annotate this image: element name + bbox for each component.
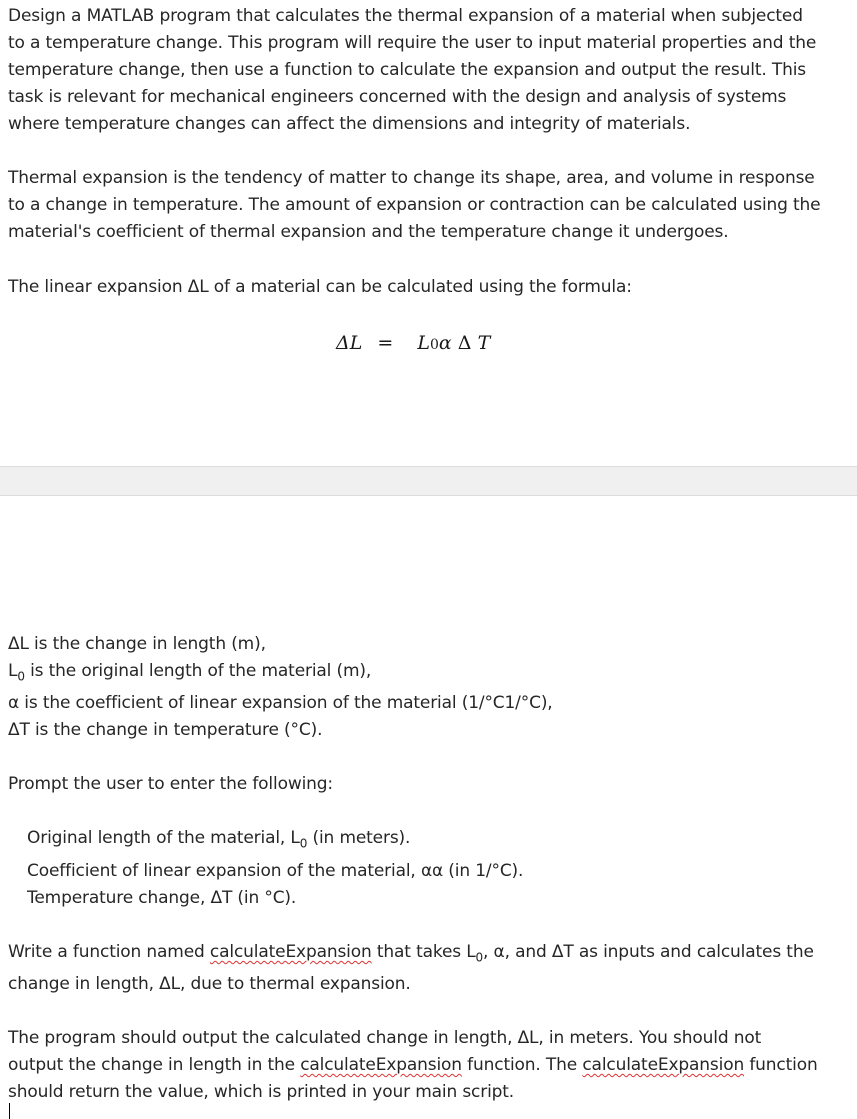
definition-delta-l: ΔL is the change in length (m), [8, 634, 266, 654]
definition-alpha: α is the coefficient of linear expansion of the material (1/°C1/°C), [8, 693, 553, 713]
output-spec-line-2: output the change in length in the calculateExpansion function. The calculateExpansion function [8, 1055, 818, 1075]
background-line-3: material's coefficient of thermal expansion and the temperature change it undergoes. [8, 222, 729, 242]
intro-line-5: where temperature changes can affect the dimensions and integrity of materials. [8, 114, 691, 134]
prompt-item-coefficient: Coefficient of linear expansion of the material, αα (in 1/°C). [27, 861, 524, 881]
formula-delta: Δ [457, 332, 472, 354]
prompt-heading: Prompt the user to enter the following: [8, 774, 334, 794]
output-spec-line-1: The program should output the calculated change in length, ΔL, in meters. You should not [8, 1028, 762, 1048]
formula-equals: = [377, 332, 394, 354]
formula-alpha: α [438, 332, 452, 354]
definition-l0: $L_0$ is the original length of the material (m), [8, 661, 372, 684]
formula-t: T [477, 332, 491, 354]
expansion-formula [336, 331, 490, 357]
separator-band [0, 466, 857, 496]
background-line-2: to a change in temperature. The amount of expansion or contraction can be calculated using the [8, 195, 821, 215]
function-spec-line-1: Write a function named calculateExpansion that takes $L_0$, α, and ΔT as inputs and calculates the [8, 942, 814, 965]
function-name-ref-2: calculateExpansion [582, 1055, 745, 1075]
text-cursor[interactable] [9, 1103, 10, 1119]
formula-l: L [417, 332, 430, 354]
definition-delta-t: ΔT is the change in temperature (°C). [8, 720, 323, 740]
formula-intro: The linear expansion ΔL of a material can be calculated using the formula: [8, 277, 632, 297]
output-spec-line-3: should return the value, which is printed in your main script. [8, 1082, 515, 1102]
function-name-ref-1: calculateExpansion [300, 1055, 462, 1075]
background-line-1: Thermal expansion is the tendency of matter to change its shape, area, and volume in response [8, 168, 815, 188]
intro-line-4: task is relevant for mechanical engineers concerned with the design and analysis of systems [8, 87, 787, 107]
function-spec-line-2: change in length, ΔL, due to thermal expansion. [8, 974, 411, 994]
prompt-item-length: Original length of the material, $L_0$ (in meters). [27, 828, 411, 851]
intro-line-1: Design a MATLAB program that calculates the thermal expansion of a material when subjected [8, 6, 803, 26]
formula-lhs: ΔL [336, 332, 363, 354]
intro-line-3: temperature change, then use a function to calculate the expansion and output the result. This [8, 60, 806, 80]
prompt-item-temperature: Temperature change, ΔT (in °C). [27, 888, 297, 908]
function-name: calculateExpansion [209, 942, 372, 962]
intro-line-2: to a temperature change. This program will require the user to input material properties and the [8, 33, 817, 53]
formula-l-sub: 0 [429, 337, 439, 353]
